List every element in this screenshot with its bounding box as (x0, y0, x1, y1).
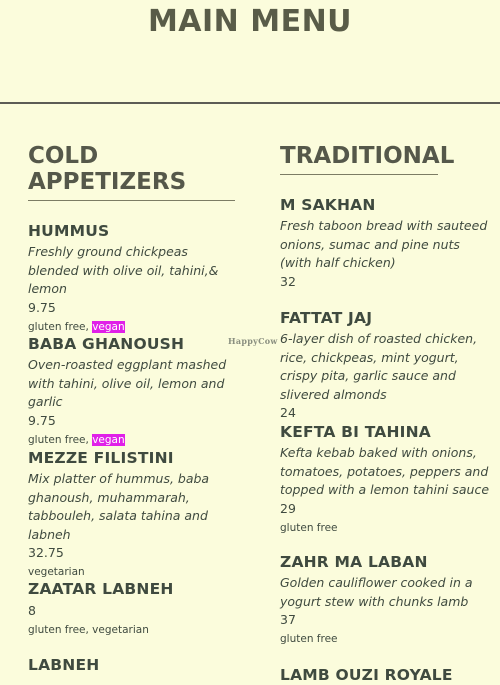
section-divider (280, 174, 438, 175)
item-name: LAMB OUZI ROYALE (280, 666, 453, 684)
item-tags (28, 319, 235, 335)
item-description: Fresh taboon bread with sauteed onions, sumac and pine nuts (with half chicken) (280, 218, 488, 270)
tag-highlight: vegan (92, 320, 125, 333)
header-divider (0, 102, 500, 104)
menu-item-mezze-filistini (28, 449, 235, 580)
item-tags: gluten free (280, 633, 338, 645)
item-description: 6-layer dish of roasted chicken, rice, chickpeas, mint yogurt, crispy pita, garlic sauce and slivered almonds (280, 331, 478, 402)
tag-text: vegetarian (28, 566, 85, 578)
item-description: Oven-roasted eggplant mashed with tahini, olive oil, lemon and garlic (28, 357, 227, 409)
menu-item-fattat-jaj (280, 309, 490, 422)
menu-item-kefta-bi-tahina (280, 423, 490, 536)
happycow-watermark: HappyCow (228, 336, 278, 346)
item-price: 29 (280, 500, 296, 516)
menu-item-hummus (28, 222, 235, 335)
item-price: 32 (280, 273, 296, 289)
section-divider (28, 200, 235, 201)
item-name: FATTAT JAJ (280, 309, 373, 327)
item-description: Golden cauliflower cooked in a yogurt stew with chunks lamb (280, 575, 473, 609)
section-heading-traditional: TRADITIONAL (280, 143, 455, 169)
item-name: ZAHR MA LABAN (280, 553, 428, 571)
menu-item-lamb-ouzi-royale (280, 666, 490, 685)
item-description: Kefta kebab baked with onions, tomatoes, potatoes, peppers and topped with a lemon tahini sauce (280, 445, 490, 497)
item-price: 32.75 (28, 545, 64, 560)
item-name: MEZZE FILISTINI (28, 449, 174, 467)
item-price: 37 (280, 612, 296, 627)
tag-text: gluten free, vegetarian (28, 624, 149, 636)
item-name: HUMMUS (28, 222, 110, 240)
item-tags (28, 564, 235, 580)
item-description: Mix platter of hummus, baba ghanoush, muhammarah, tabbouleh, salata tahina and labneh (28, 471, 210, 542)
menu-item-zahr-ma-laban (280, 553, 490, 647)
section-heading-line1: COLD (28, 143, 99, 169)
item-name: ZAATAR LABNEH (28, 580, 174, 598)
tag-text: gluten free, (28, 433, 93, 446)
item-name: LABNEH (28, 656, 100, 674)
item-price: 24 (280, 405, 296, 420)
item-price: 9.75 (28, 299, 56, 315)
tag-text: gluten free, (28, 320, 93, 333)
item-price: 8 (28, 603, 36, 618)
menu-item-zaatar-labneh (28, 580, 235, 638)
item-description: Freshly ground chickpeas blended with olive oil, tahini,& lemon (28, 244, 219, 296)
page-title: MAIN MENU (147, 4, 353, 39)
section-heading-cold-appetizers (28, 143, 186, 195)
menu-item-labneh (28, 656, 235, 675)
item-name: BABA GHANOUSH (28, 335, 185, 353)
item-name: M SAKHAN (280, 196, 376, 214)
tag-highlight: vegan (92, 433, 125, 446)
item-name: KEFTA BI TAHINA (280, 423, 431, 441)
section-heading-line2: APPETIZERS (28, 169, 187, 195)
menu-item-baba-ghanoush (28, 335, 235, 448)
item-tags: gluten free (280, 521, 338, 534)
item-tags (28, 622, 235, 638)
item-tags (28, 432, 235, 448)
menu-item-m-sakhan (280, 196, 490, 291)
item-price: 9.75 (28, 412, 56, 428)
